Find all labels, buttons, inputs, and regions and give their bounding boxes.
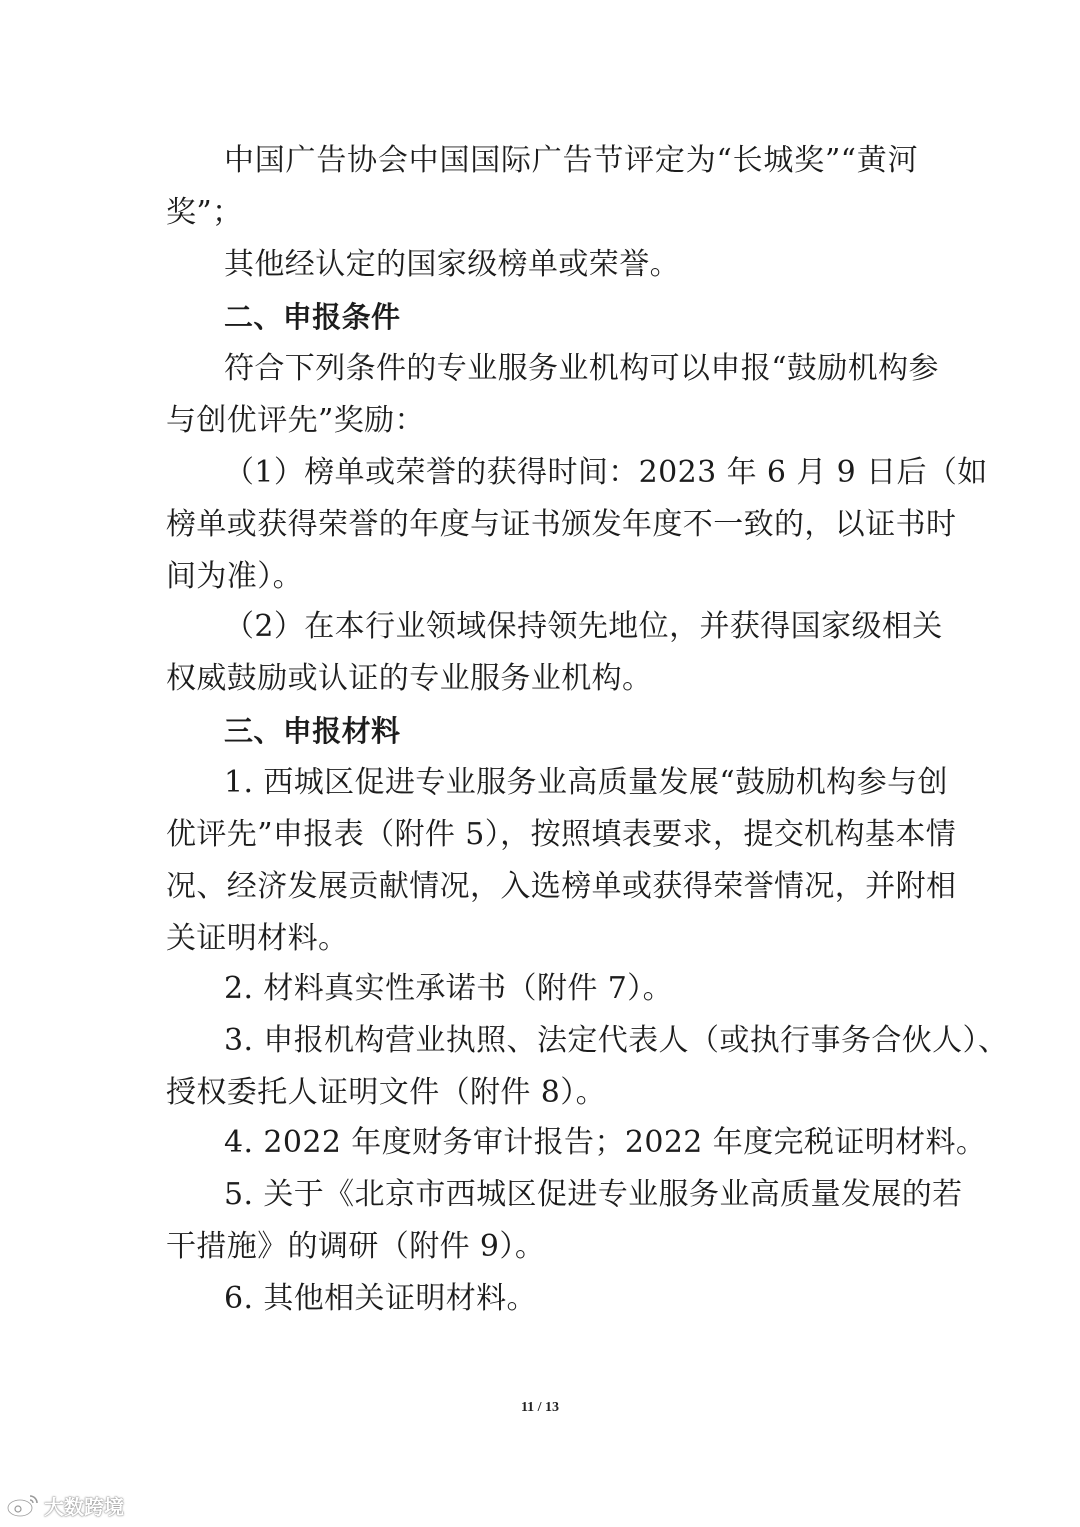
paragraph-line: 6. 其他相关证明材料。 [224,1281,537,1316]
paragraph-line: 关证明材料。 [166,921,349,956]
section-heading: 三、申报材料 [224,714,401,748]
paragraph-line: 奖”； [166,195,243,230]
paragraph-line: 间为准）。 [166,559,303,594]
paragraph-line: 1. 西城区促进专业服务业高质量发展“鼓励机构参与创 [224,765,948,800]
paragraph-line: 权威鼓励或认证的专业服务业机构。 [166,661,653,696]
paragraph-line: （2）在本行业领域保持领先地位，并获得国家级相关 [224,609,943,644]
paragraph-line: 3. 申报机构营业执照、法定代表人（或执行事务合伙人）、 [224,1023,1009,1058]
paragraph-line: 5. 关于《北京市西城区促进专业服务业高质量发展的若 [224,1177,963,1212]
paragraph-line: 与创优评先”奖励： [166,403,425,438]
paragraph-line: 优评先”申报表（附件 5），按照填表要求，提交机构基本情 [166,817,957,852]
weibo-logo-icon [6,1492,40,1518]
paragraph-line: 榜单或获得荣誉的年度与证书颁发年度不一致的，以证书时 [166,507,957,542]
paragraph-line: 2. 材料真实性承诺书（附件 7）。 [224,971,673,1006]
paragraph-line: （1）榜单或荣誉的获得时间：2023 年 6 月 9 日后（如 [224,455,988,490]
watermark [6,1490,124,1520]
paragraph-line: 其他经认定的国家级榜单或荣誉。 [224,247,680,282]
paragraph-line: 符合下列条件的专业服务业机构可以申报“鼓励机构参 [224,351,939,386]
paragraph-line: 干措施》的调研（附件 9）。 [166,1229,546,1264]
paragraph-line: 授权委托人证明文件（附件 8）。 [166,1075,607,1110]
watermark-text: 大数跨境 [44,1494,124,1519]
paragraph-line: 况、经济发展贡献情况，入选榜单或获得荣誉情况，并附相 [166,869,957,904]
section-heading: 二、申报条件 [224,300,401,334]
paragraph-line: 4. 2022 年度财务审计报告；2022 年度完税证明材料。 [224,1125,987,1160]
paragraph-line: 中国广告协会中国国际广告节评定为“长城奖”“黄河 [224,143,918,178]
page-number: 11 / 13 [520,1400,560,1415]
